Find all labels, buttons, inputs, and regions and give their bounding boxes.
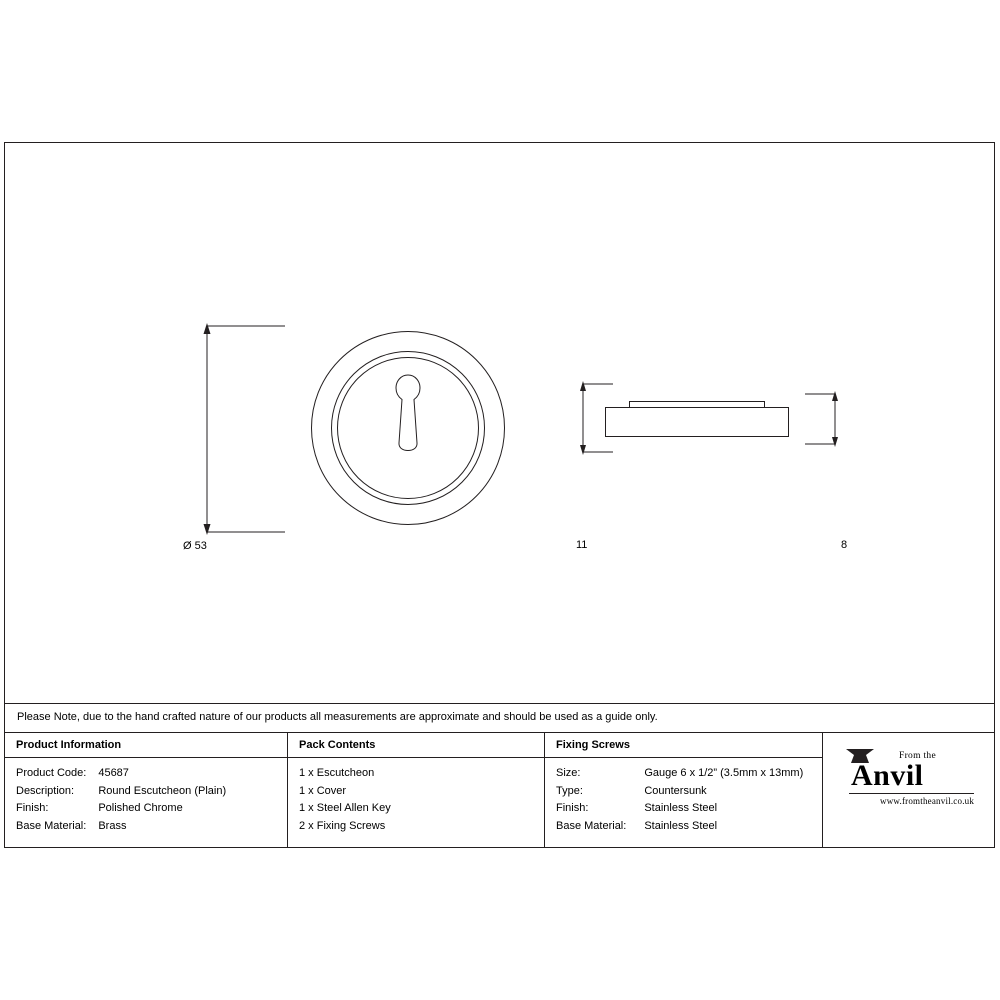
description-value: Round Escutcheon (Plain) [98, 784, 227, 797]
product-code-label: Product Code: [16, 767, 87, 779]
product-information-fields [16, 765, 226, 835]
list-item: 1 x Cover [299, 784, 347, 797]
keyhole-icon [389, 373, 427, 453]
diameter-dimension-label: Ø 53 [183, 540, 207, 552]
base-material-label: Base Material: [16, 819, 87, 832]
thickness-dimension-label: 11 [576, 539, 588, 551]
measurement-note-row [5, 703, 994, 732]
screw-finish-label: Finish: [556, 802, 589, 814]
column-divider [5, 757, 287, 758]
escutcheon-body-profile [605, 407, 789, 437]
list-item: 1 x Escutcheon [299, 767, 375, 779]
finish-value: Polished Chrome [98, 802, 183, 814]
logo-top-text: From the [899, 751, 936, 761]
column-divider [545, 757, 822, 758]
screw-type-value: Countersunk [644, 784, 707, 797]
fixing-screws-title: Fixing Screws [556, 739, 630, 751]
finish-label: Finish: [16, 802, 49, 814]
product-code-value: 45687 [98, 767, 129, 779]
depth-dimension-line [795, 391, 843, 447]
screw-size-label: Size: [556, 767, 581, 779]
logo-underline [849, 793, 974, 794]
logo-brand-text: Anvil [851, 759, 924, 792]
screw-type-label: Type: [556, 784, 583, 797]
screw-finish-value: Stainless Steel [644, 802, 718, 814]
depth-dimension-label: 8 [841, 539, 848, 551]
pack-contents-column [288, 733, 545, 847]
pack-contents-list [299, 765, 391, 835]
technical-drawing-sheet [4, 142, 995, 848]
pack-contents-title: Pack Contents [299, 739, 376, 751]
screw-base-material-label: Base Material: [556, 819, 627, 832]
thickness-dimension-line [565, 381, 613, 455]
description-label: Description: [16, 784, 75, 797]
screw-size-value: Gauge 6 x 1/2” (3.5mm x 13mm) [644, 767, 804, 779]
fixing-screws-column [545, 733, 823, 847]
from-the-anvil-logo [823, 733, 994, 847]
fixing-screws-fields [556, 765, 803, 835]
column-divider [288, 757, 544, 758]
product-information-column [5, 733, 288, 847]
measurement-note-text: Please Note, due to the hand crafted nature of our products all measurements are approximate and should be used as a guide only. [17, 711, 658, 723]
list-item: 1 x Steel Allen Key [299, 802, 391, 814]
diameter-dimension-line [185, 323, 305, 535]
brand-logo-column [823, 733, 994, 847]
product-information-title: Product Information [16, 739, 122, 751]
drawing-area [5, 143, 994, 703]
round-escutcheon-front-view [311, 331, 507, 527]
base-material-value: Brass [98, 819, 127, 832]
round-escutcheon-side-view [605, 383, 795, 453]
list-item: 2 x Fixing Screws [299, 819, 386, 832]
screw-base-material-value: Stainless Steel [644, 819, 718, 832]
logo-url-text: www.fromtheanvil.co.uk [880, 796, 975, 806]
info-table [5, 732, 994, 847]
